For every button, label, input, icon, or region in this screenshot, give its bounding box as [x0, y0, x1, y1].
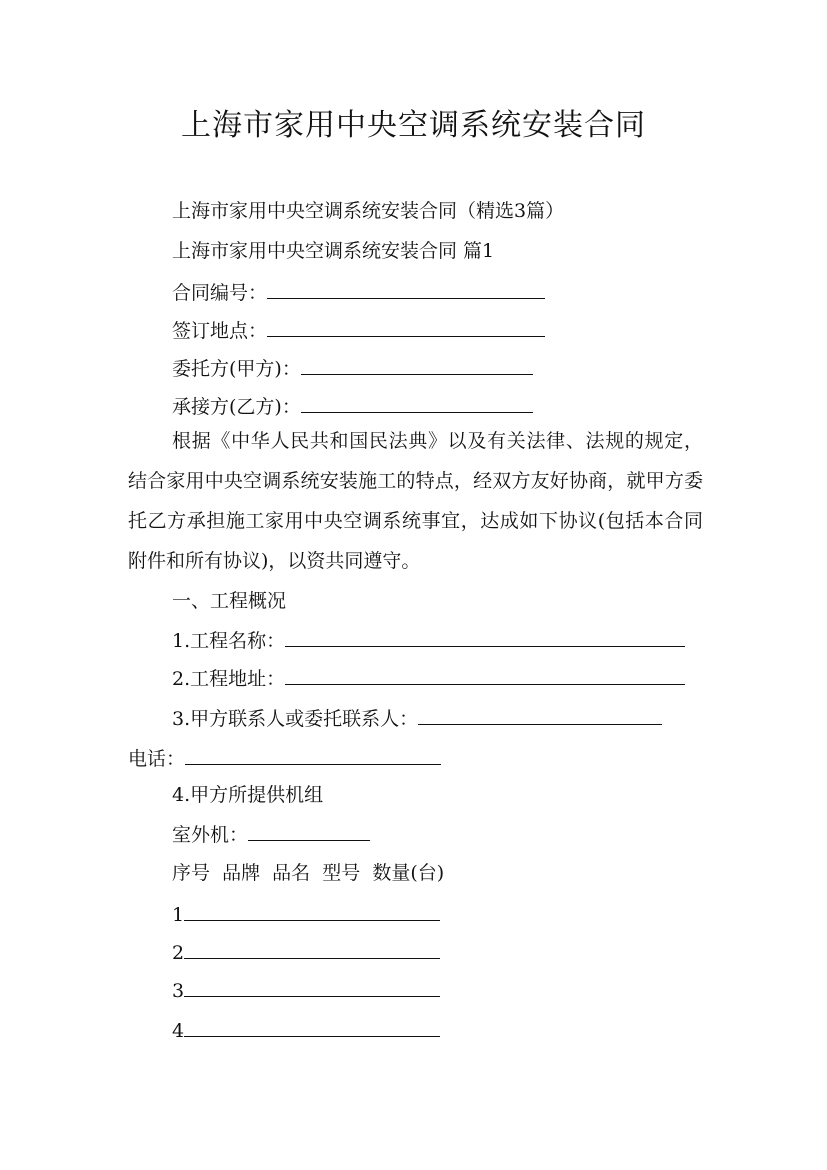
- party-b-label: 承接方(乙方)：: [172, 396, 301, 418]
- row-number: 2: [172, 942, 185, 964]
- project-name-field: [172, 627, 685, 653]
- row-number: 1: [172, 904, 185, 926]
- table-row: [172, 977, 440, 1003]
- table-row: [172, 1017, 440, 1043]
- row-number: 4: [172, 1020, 185, 1042]
- subtitle-text: 上海市家用中央空调系统安装合同（精选3篇）: [172, 200, 565, 222]
- section-heading-text: 上海市家用中央空调系统安装合同 篇1: [172, 240, 495, 262]
- table-row: [172, 901, 440, 927]
- party-a-label: 委托方(甲方)：: [172, 358, 301, 380]
- project-address-blank: [285, 665, 685, 685]
- intro-paragraph: 根据《中华人民共和国民法典》以及有关法律、法规的规定，结合家用中央空调系统安装施工的特点，经双方友好协商，就甲方委托乙方承担施工家用中央空调系统事宜，达成如下协议(包括本合同附件和所有协议)，以资共同遵守。: [128, 430, 703, 572]
- row-blank: [184, 977, 440, 997]
- section-one-text: 一、工程概况: [172, 590, 287, 612]
- units-heading: [172, 783, 323, 807]
- section-one-heading: [172, 589, 286, 613]
- party-a-field: [172, 355, 533, 381]
- sign-place-field: [172, 317, 545, 343]
- outdoor-field: [172, 821, 370, 847]
- contract-number-field: [172, 279, 545, 305]
- document-subtitle: [172, 199, 564, 223]
- contact-blank: [418, 705, 662, 725]
- table-header: [172, 861, 444, 885]
- party-a-blank: [301, 355, 533, 375]
- phone-blank: [185, 745, 441, 765]
- contact-label: 3.甲方联系人或委托联系人：: [172, 708, 419, 730]
- sign-place-label: 签订地点：: [172, 320, 268, 342]
- row-blank: [184, 901, 440, 921]
- phone-field: [128, 745, 441, 771]
- project-address-label: 2.工程地址：: [172, 668, 286, 690]
- contract-number-label: 合同编号：: [172, 282, 268, 304]
- document-title: 上海市家用中央空调系统安装合同: [181, 108, 646, 143]
- phone-label: 电话：: [128, 748, 186, 770]
- contact-field: [172, 705, 662, 731]
- units-text: 4.甲方所提供机组: [172, 784, 324, 806]
- section-heading: [172, 239, 494, 263]
- row-blank: [184, 1017, 440, 1037]
- party-b-field: [172, 393, 533, 419]
- project-name-blank: [285, 627, 685, 647]
- row-blank: [184, 939, 440, 959]
- project-address-field: [172, 665, 685, 691]
- table-row: [172, 939, 440, 965]
- row-number: 3: [172, 980, 185, 1002]
- sign-place-blank: [267, 317, 545, 337]
- outdoor-blank: [248, 821, 370, 841]
- table-header-text: 序号 品牌 品名 型号 数量(台): [172, 862, 445, 884]
- project-name-label: 1.工程名称：: [172, 630, 286, 652]
- party-b-blank: [301, 393, 533, 413]
- outdoor-label: 室外机：: [172, 824, 249, 846]
- contract-number-blank: [267, 279, 545, 299]
